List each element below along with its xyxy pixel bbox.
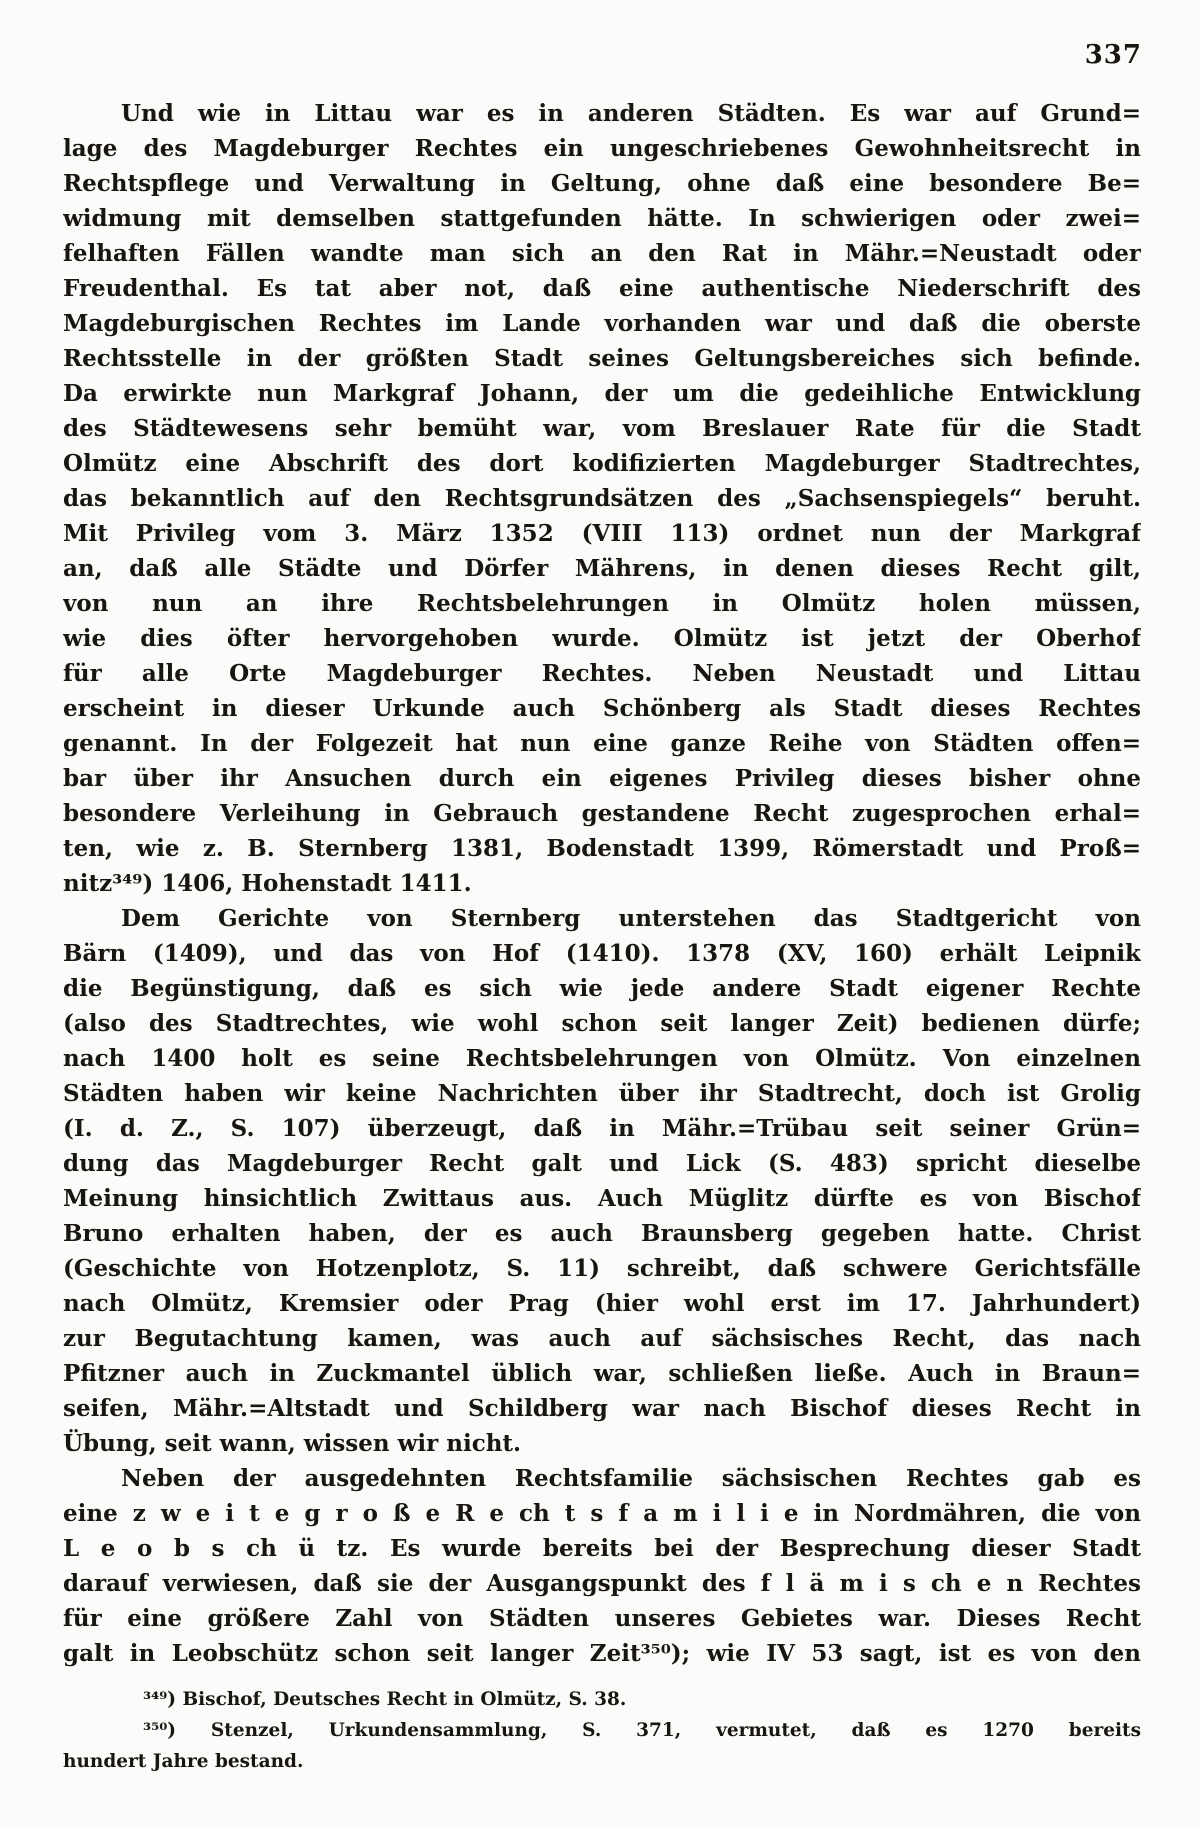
text-line: Pfitzner auch in Zuckmantel üblich war, schließen ließe. Auch in Braun= bbox=[63, 1360, 1141, 1387]
page-number: 337 bbox=[1084, 40, 1142, 70]
text-line: von nun an ihre Rechtsbelehrungen in Olmütz holen müssen, bbox=[63, 590, 1141, 617]
text-line: Bärn (1409), und das von Hof (1410). 1378 (XV, 160) erhält Leipnik bbox=[63, 940, 1141, 967]
text-line: Mit Privileg vom 3. März 1352 (VIII 113) ordnet nun der Markgraf bbox=[63, 520, 1141, 547]
text-line: Olmütz eine Abschrift des dort kodifizierten Magdeburger Stadtrechtes, bbox=[63, 450, 1141, 477]
text-line: Freudenthal. Es tat aber not, daß eine authentische Niederschrift des bbox=[63, 275, 1141, 302]
text-line: ten, wie z. B. Sternberg 1381, Bodenstadt 1399, Römerstadt und Proß= bbox=[63, 835, 1141, 862]
body-text bbox=[63, 96, 1141, 1671]
text-line: Da erwirkte nun Markgraf Johann, der um die gedeihliche Entwicklung bbox=[63, 380, 1141, 407]
text-line: wie dies öfter hervorgehoben wurde. Olmütz ist jetzt der Oberhof bbox=[63, 625, 1141, 652]
text-line: eine z w e i t e g r o ß e R e ch t s f a m i l i e in Nordmähren, die von bbox=[63, 1500, 1141, 1527]
text-line: Dem Gerichte von Sternberg unterstehen das Stadtgericht von bbox=[121, 905, 1141, 932]
text-line: darauf verwiesen, daß sie der Ausgangspunkt des f l ä m i s ch e n Rechtes bbox=[63, 1570, 1141, 1597]
text-line: besondere Verleihung in Gebrauch gestandene Recht zugesprochen erhal= bbox=[63, 800, 1141, 827]
footnotes bbox=[63, 1684, 1141, 1777]
text-line: für alle Orte Magdeburger Rechtes. Neben Neustadt und Littau bbox=[63, 660, 1141, 687]
text-line: erscheint in dieser Urkunde auch Schönberg als Stadt dieses Rechtes bbox=[63, 695, 1141, 722]
footnote-line: ³⁴⁹) Bischof, Deutsches Recht in Olmütz, S. 38. bbox=[143, 1689, 627, 1710]
text-line: bar über ihr Ansuchen durch ein eigenes Privileg dieses bisher ohne bbox=[63, 765, 1141, 792]
text-line: widmung mit demselben stattgefunden hätte. In schwierigen oder zwei= bbox=[63, 205, 1141, 232]
text-line: seifen, Mähr.=Altstadt und Schildberg war nach Bischof dieses Recht in bbox=[63, 1395, 1141, 1422]
text-line: genannt. In der Folgezeit hat nun eine ganze Reihe von Städten offen= bbox=[63, 730, 1141, 757]
footnote-line: ³⁵⁰) Stenzel, Urkundensammlung, S. 371, vermutet, daß es 1270 bereits bbox=[143, 1720, 1141, 1741]
text-line: lage des Magdeburger Rechtes ein ungeschriebenes Gewohnheitsrecht in bbox=[63, 135, 1141, 162]
text-line: (Geschichte von Hotzenplotz, S. 11) schreibt, daß schwere Gerichtsfälle bbox=[63, 1255, 1141, 1282]
text-line: L e o b s ch ü tz. Es wurde bereits bei der Besprechung dieser Stadt bbox=[63, 1535, 1141, 1562]
text-line: Magdeburgischen Rechtes im Lande vorhanden war und daß die oberste bbox=[63, 310, 1141, 337]
text-line: felhaften Fällen wandte man sich an den Rat in Mähr.=Neustadt oder bbox=[63, 240, 1141, 267]
text-line: Rechtspflege und Verwaltung in Geltung, ohne daß eine besondere Be= bbox=[63, 170, 1141, 197]
text-line: das bekanntlich auf den Rechtsgrundsätzen des „Sachsenspiegels“ beruht. bbox=[63, 485, 1141, 512]
text-line: Bruno erhalten haben, der es auch Braunsberg gegeben hatte. Christ bbox=[63, 1220, 1141, 1247]
text-line: nitz³⁴⁹) 1406, Hohenstadt 1411. bbox=[63, 870, 472, 897]
text-line: zur Begutachtung kamen, was auch auf sächsisches Recht, das nach bbox=[63, 1325, 1141, 1352]
text-line: Meinung hinsichtlich Zwittaus aus. Auch Müglitz dürfte es von Bischof bbox=[63, 1185, 1141, 1212]
text-line: Neben der ausgedehnten Rechtsfamilie sächsischen Rechtes gab es bbox=[121, 1465, 1141, 1492]
text-line: an, daß alle Städte und Dörfer Mährens, in denen dieses Recht gilt, bbox=[63, 555, 1141, 582]
text-line: die Begünstigung, daß es sich wie jede andere Stadt eigener Rechte bbox=[63, 975, 1141, 1002]
text-line: Übung, seit wann, wissen wir nicht. bbox=[63, 1430, 522, 1457]
text-line: Und wie in Littau war es in anderen Städten. Es war auf Grund= bbox=[121, 100, 1141, 127]
text-line: Städten haben wir keine Nachrichten über ihr Stadtrecht, doch ist Grolig bbox=[63, 1080, 1141, 1107]
text-line: (also des Stadtrechtes, wie wohl schon seit langer Zeit) bedienen dürfe; bbox=[63, 1010, 1141, 1037]
text-line: dung das Magdeburger Recht galt und Lick (S. 483) spricht dieselbe bbox=[63, 1150, 1141, 1177]
text-line: für eine größere Zahl von Städten unseres Gebietes war. Dieses Recht bbox=[63, 1605, 1141, 1632]
text-line: (I. d. Z., S. 107) überzeugt, daß in Mähr.=Trübau seit seiner Grün= bbox=[63, 1115, 1141, 1142]
footnote-line: hundert Jahre bestand. bbox=[63, 1751, 304, 1772]
text-line: Rechtsstelle in der größten Stadt seines Geltungsbereiches sich befinde. bbox=[63, 345, 1141, 372]
text-line: nach Olmütz, Kremsier oder Prag (hier wohl erst im 17. Jahrhundert) bbox=[63, 1290, 1141, 1317]
text-line: des Städtewesens sehr bemüht war, vom Breslauer Rate für die Stadt bbox=[63, 415, 1141, 442]
text-line: nach 1400 holt es seine Rechtsbelehrungen von Olmütz. Von einzelnen bbox=[63, 1045, 1141, 1072]
text-line: galt in Leobschütz schon seit langer Zeit³⁵⁰); wie IV 53 sagt, ist es von den bbox=[63, 1640, 1141, 1667]
